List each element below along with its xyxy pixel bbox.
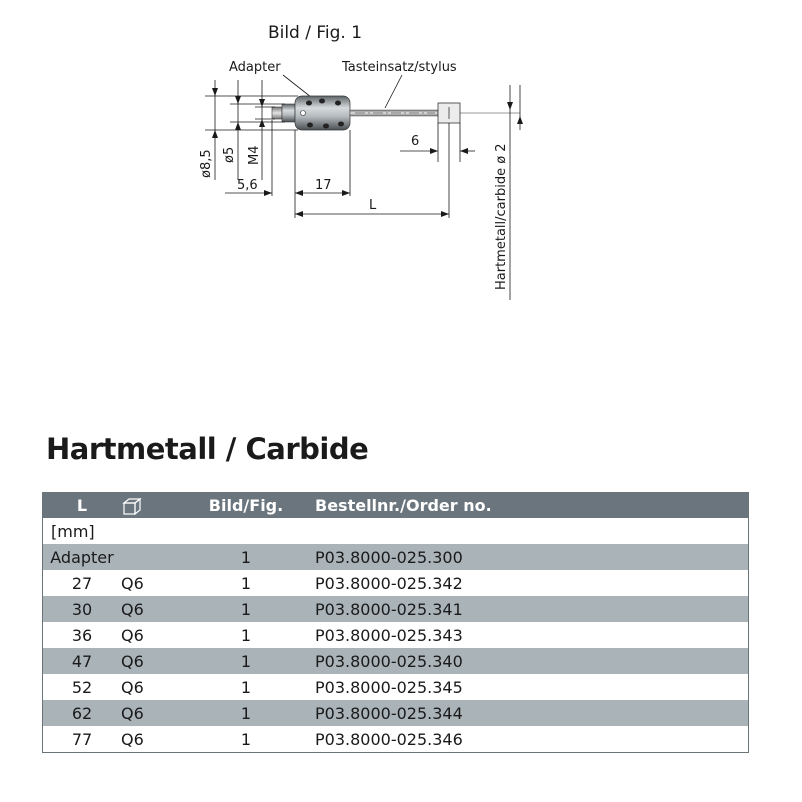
cell-length: 27	[71, 573, 93, 593]
figure-title: Bild / Fig. 1	[267, 23, 363, 43]
table-row	[43, 544, 748, 570]
cell-order: P03.8000-025.343	[315, 625, 463, 645]
cell-length: 47	[71, 651, 93, 671]
adapter-dot	[323, 124, 329, 129]
dim-thread-m4: M4	[247, 145, 262, 165]
cell-shape: Q6	[121, 677, 144, 697]
cell-order: P03.8000-025.345	[315, 677, 463, 697]
cell-length: 36	[71, 625, 93, 645]
table-row	[43, 700, 748, 726]
adapter-label: Adapter	[229, 60, 281, 75]
dim-17: 17	[315, 178, 332, 193]
cell-figure: 1	[240, 703, 252, 723]
dim-diameter-85: ø8,5	[199, 149, 214, 178]
unit-label: [mm]	[51, 521, 95, 541]
cell-length: Adapter	[50, 547, 114, 567]
cell-length: 62	[71, 703, 93, 723]
table-row	[43, 596, 748, 622]
header-shape	[121, 495, 191, 515]
adapter-thread	[272, 107, 282, 119]
cell-length: 52	[71, 677, 93, 697]
adapter-dot	[338, 122, 344, 127]
table-row	[43, 674, 748, 700]
cell-order: P03.8000-025.346	[315, 729, 463, 749]
cell-shape: Q6	[121, 703, 144, 723]
adapter-dot	[307, 123, 313, 128]
order-table	[42, 492, 749, 753]
cell-shape: Q6	[121, 625, 144, 645]
header-order: Bestellnr./Order no.	[315, 495, 492, 515]
cell-order: P03.8000-025.300	[315, 547, 463, 567]
cell-shape: Q6	[121, 573, 144, 593]
table-row	[43, 648, 748, 674]
header-length: L	[76, 495, 88, 515]
cell-figure: 1	[240, 729, 252, 749]
cell-order: P03.8000-025.344	[315, 703, 463, 723]
header-figure: Bild/Fig.	[208, 495, 284, 515]
cell-figure: 1	[240, 573, 252, 593]
cell-figure: 1	[240, 547, 252, 567]
dim-diameter-5: ø5	[222, 146, 237, 163]
adapter-neck	[282, 104, 295, 122]
table-row	[43, 570, 748, 596]
cell-order: P03.8000-025.341	[315, 599, 463, 619]
cell-shape: Q6	[121, 651, 144, 671]
cell-order: P03.8000-025.342	[315, 573, 463, 593]
cell-shape: Q6	[121, 599, 144, 619]
dim-6: 6	[411, 134, 420, 149]
adapter-hole	[301, 111, 306, 116]
dim-L: L	[369, 198, 377, 213]
tip-material-label: Hartmetall/carbide ø 2	[494, 143, 509, 290]
unit-row	[43, 518, 748, 544]
stylus-label: Tasteinsatz/stylus	[342, 60, 457, 75]
cell-shape: Q6	[121, 729, 144, 749]
section-title: Hartmetall / Carbide	[46, 432, 369, 466]
cell-figure: 1	[240, 599, 252, 619]
stylus-leader	[385, 75, 402, 108]
table-row	[43, 726, 748, 752]
cell-length: 30	[71, 599, 93, 619]
cell-length: 77	[71, 729, 93, 749]
adapter-dot	[319, 99, 325, 104]
table-row	[43, 622, 748, 648]
adapter-dot	[335, 101, 341, 106]
technical-drawing	[0, 0, 802, 320]
cell-figure: 1	[240, 625, 252, 645]
cell-order: P03.8000-025.340	[315, 651, 463, 671]
dim-56: 5,6	[237, 178, 258, 193]
table-header	[43, 492, 748, 518]
cell-figure: 1	[240, 651, 252, 671]
cube-icon	[121, 497, 143, 515]
adapter-dot	[306, 101, 312, 106]
cell-figure: 1	[240, 677, 252, 697]
